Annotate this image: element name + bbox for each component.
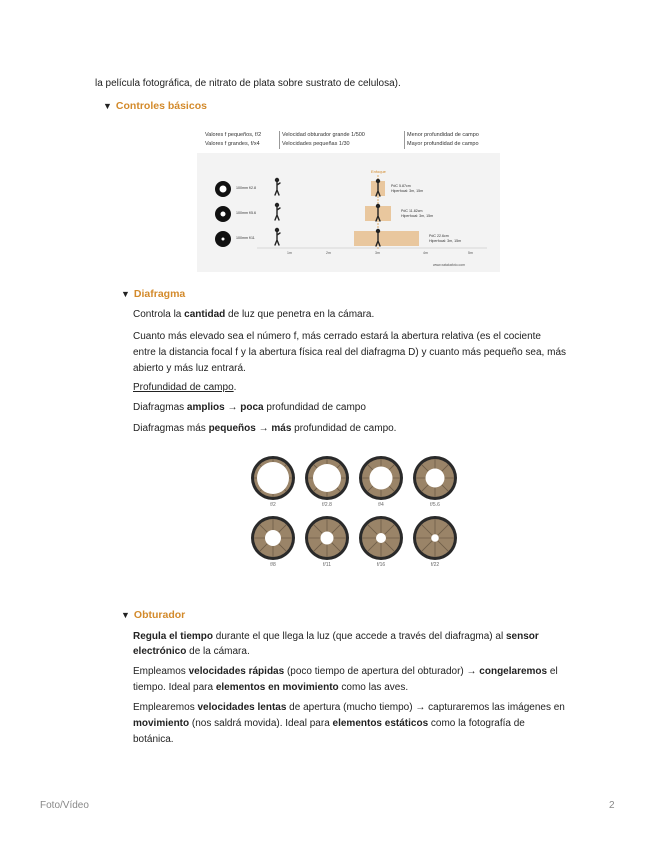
dof-sub: Hiperfocal: 3m, 15m bbox=[429, 239, 462, 243]
table-cell: Valores f pequeños, f/2 Valores f grandes, f/x4 bbox=[205, 132, 262, 147]
aperture-diagram bbox=[358, 515, 404, 561]
paragraph: Emplearemos velocidades lentas de apertura (mucho tiempo) → capturaremos las imágenes en bbox=[133, 702, 565, 713]
heading-text: Diafragma bbox=[133, 288, 186, 300]
paragraph: Regula el tiempo durante el que llega la luz (que accede a través del diafragma) al sensor bbox=[133, 631, 539, 642]
paragraph: botánica. bbox=[133, 734, 174, 745]
aperture-diagram bbox=[304, 455, 350, 501]
paragraph: entre la distancia focal f y la abertura física real del diafragma D) y cuanto más pequeño sea, más bbox=[133, 347, 567, 358]
aperture-label: f/2.8 bbox=[322, 502, 332, 508]
axis-tick: 5m bbox=[468, 251, 473, 255]
heading-text: Controles básicos bbox=[115, 100, 207, 112]
paragraph: Controla la cantidad de luz que penetra en la cámara. bbox=[133, 309, 375, 320]
focus-label: Enfoque bbox=[371, 169, 386, 174]
collapse-triangle-icon[interactable]: ▼ bbox=[103, 101, 112, 111]
dof-sub: Hiperfocal: 3m, 15m bbox=[401, 214, 434, 218]
section-heading-controles[interactable] bbox=[103, 100, 207, 112]
paragraph: Profundidad de campo. bbox=[133, 382, 237, 393]
aperture-label: f/5.6 bbox=[430, 502, 440, 508]
paragraph: abierto y más luz entrará. bbox=[133, 363, 246, 374]
paragraph: electrónico de la cámara. bbox=[133, 646, 250, 657]
dof-note: PdC 22.6cm bbox=[429, 234, 449, 238]
aperture-label: f/22 bbox=[430, 562, 440, 568]
aperture-label: f/4 bbox=[378, 502, 384, 508]
page-number: 2 bbox=[609, 800, 615, 811]
axis-tick: 2m bbox=[326, 251, 331, 255]
section-heading-obturador[interactable] bbox=[121, 609, 185, 621]
credit: www.xatakafoto.com bbox=[433, 263, 466, 267]
footer-title: Foto/Vídeo bbox=[40, 800, 89, 811]
depth-of-field-figure bbox=[197, 127, 500, 272]
paragraph: Diafragmas más pequeños → más profundidad de campo. bbox=[133, 423, 397, 434]
paragraph: tiempo. Ideal para elementos en movimiento como las aves. bbox=[133, 682, 409, 693]
aperture-diagram bbox=[358, 455, 404, 501]
table-cell: Menor profundidad de campo Mayor profundidad de campo bbox=[404, 131, 502, 149]
aperture-figure bbox=[250, 455, 470, 575]
lens-label: 100mm f/11 bbox=[236, 236, 255, 240]
paragraph: Cuanto más elevado sea el número f, más cerrado estará la abertura relativa (es el cociente bbox=[133, 331, 541, 342]
aperture-diagram bbox=[250, 455, 296, 501]
aperture-label: f/2 bbox=[270, 502, 276, 508]
collapse-triangle-icon[interactable]: ▼ bbox=[121, 610, 130, 620]
table-cell: Velocidad obturador grande 1/500 Velocidades pequeñas 1/30 bbox=[279, 131, 397, 149]
aperture-label: f/11 bbox=[323, 562, 331, 568]
lens-label: 100mm f/5.6 bbox=[236, 211, 256, 215]
lens-label: 100mm f/2.8 bbox=[236, 186, 256, 190]
axis-tick: 1m bbox=[287, 251, 292, 255]
aperture-label: f/8 bbox=[270, 562, 276, 568]
dof-sub: Hiperfocal: 3m, 15m bbox=[391, 189, 424, 193]
dof-diagram bbox=[197, 127, 500, 272]
dof-note: PdC 11.82cm bbox=[401, 209, 423, 213]
aperture-label: f/16 bbox=[376, 562, 386, 568]
dof-note: PdC 5.87cm bbox=[391, 184, 411, 188]
paragraph: Empleamos velocidades rápidas (poco tiempo de apertura del obturador) → congelaremos el bbox=[133, 666, 558, 677]
aperture-diagram bbox=[250, 515, 296, 561]
axis-tick: 4m bbox=[423, 251, 428, 255]
axis-tick: 3m bbox=[375, 251, 380, 255]
heading-text: Obturador bbox=[133, 609, 186, 621]
section-heading-diafragma[interactable] bbox=[121, 288, 185, 300]
collapse-triangle-icon[interactable]: ▼ bbox=[121, 289, 130, 299]
intro-line: la película fotográfica, de nitrato de plata sobre sustrato de celulosa). bbox=[95, 78, 401, 89]
aperture-diagram bbox=[304, 515, 350, 561]
aperture-diagram bbox=[412, 455, 458, 501]
dof-bar-3 bbox=[354, 231, 419, 246]
paragraph: Diafragmas amplios → poca profundidad de campo bbox=[133, 402, 366, 413]
paragraph: movimiento (nos saldrá movida). Ideal para elementos estáticos como la fotografía de bbox=[133, 718, 525, 729]
aperture-diagram bbox=[412, 515, 458, 561]
